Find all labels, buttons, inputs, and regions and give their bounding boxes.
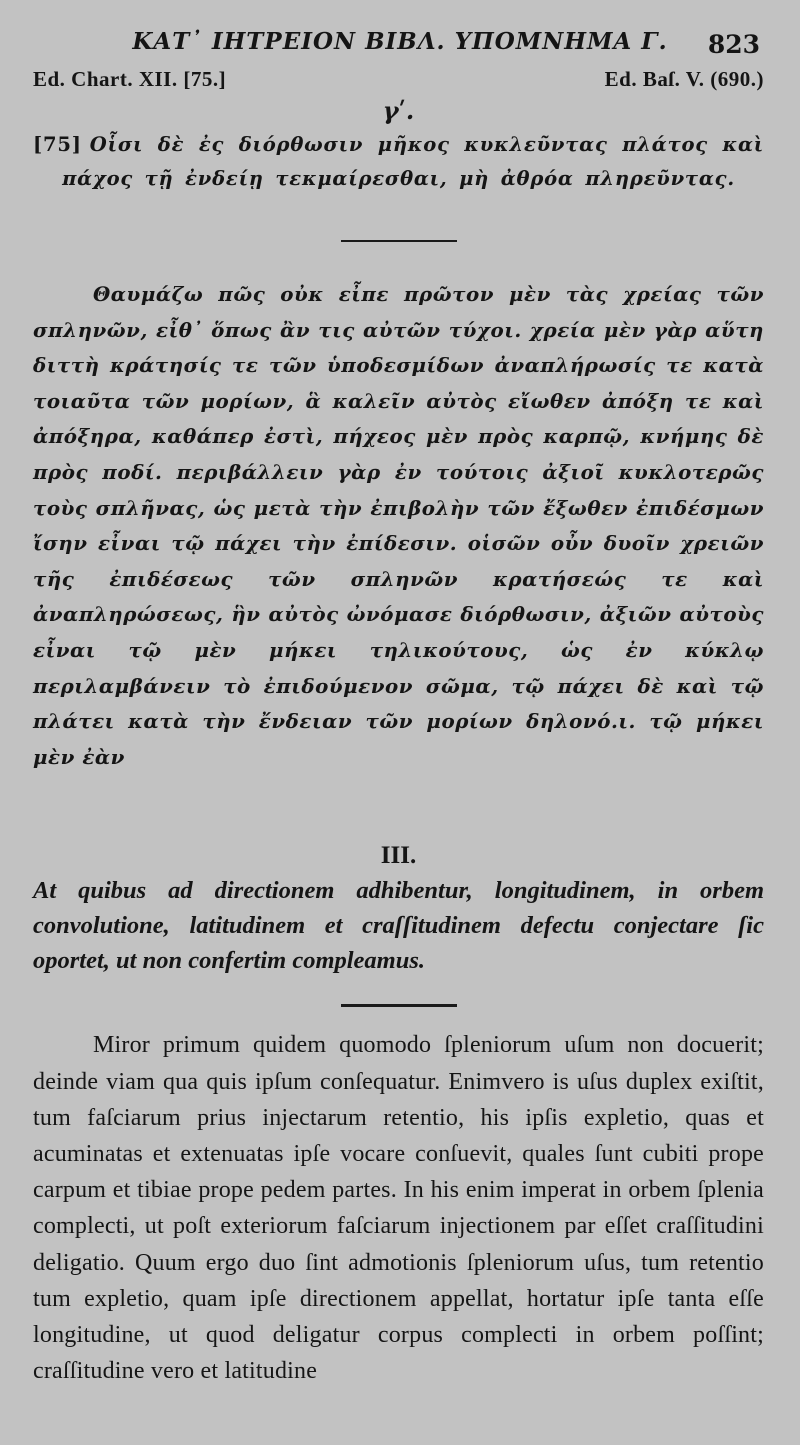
greek-commentary: Θαυμάζω πῶς οὐκ εἶπε πρῶτον μὲν τὰς χρείας τῶν σπληνῶν, εἶθ᾿ ὅπως ἂν τις αὐτῶν τύχοι. χρεία μὲν γὰρ αὕτη διττὴ κράτησίς τε τῶν ὑποδεσμίδων ἀναπλήρωσίς τε κατὰ τοιαῦτα τῶν μορίων, ἃ καλεῖν αὐτὸς εἴωθεν ἀπόξη τε καὶ ἀπόξηρα, καθάπερ ἐστὶ, πήχεος μὲν πρὸς καρπῷ, κνήμης δὲ πρὸς ποδί. περιβάλλειν γὰρ ἐν τούτοις ἀξιοῖ κυκλοτερῶς τοὺς σπλῆνας, ὡς μετὰ τὴν ἐπιβολὴν τῶν ἔξωθεν ἐπιδέσμων ἴσην εἶναι τῷ πάχει τὴν ἐπίδεσιν. οἱσῶν οὖν δυοῖν χρειῶν τῆς ἐπιδέσεως τῶν σπληνῶν κρατήσεώς τε καὶ ἀναπληρώσεως, ἣν αὐτὸς ὠνόμασε διόρθωσιν, ἀξιῶν αὐτοὺς εἶναι τῷ μὲν μήκει τηλικούτους, ὡς ἐν κύκλῳ περιλαμβάνειν τὸ ἐπιδούμενον σῶμα, τῷ πάχει δὲ καὶ τῷ πλάτει κατὰ τὴν ἔνδειαν τῶν μορίων δηλονό.ι. τῷ μήκει μὲν ἐὰν [33, 282, 764, 769]
greek-lemma-text: Οἷσι δὲ ἐς διόρθωσιν μῆκος κυκλεῦντας πλάτος καὶ πάχος τῇ ἐνδείῃ τεκμαίρεσθαι, μὴ ἀθρόα πληρεῦντας. [62, 133, 764, 190]
edition-references [33, 62, 764, 96]
greek-lemma-number: [75] [33, 133, 82, 156]
edition-chartier: Ed. Chart. XII. [75.] [33, 67, 227, 91]
greek-section-mark: γʹ. [382, 96, 415, 125]
latin-section-number: III. [380, 842, 417, 870]
edition-basel: Ed. Baſ. V. (690.) [604, 67, 764, 91]
running-head [33, 0, 764, 58]
separator-rule-latin [341, 1004, 457, 1007]
latin-commentary: Miror primum quidem quomodo ſpleniorum uſum non docuerit; deinde viam qua quis ipſum conſequatur. Enimvero is uſus duplex exiſtit, tum faſciarum prius injectarum retentio, his ipſis expletio, quas et acuminatas et extenuatas ipſe vocare conſuevit, quales ſunt cubiti prope carpum et tibiae prope pedem partes. In his enim imperat in orbem ſplenia complecti, ut poſt exteriorum faſciarum injectionem par eſſet craſſitudini deligatio. Quum ergo duo ſint admotionis ſpleniorum uſus, tum retentio tum expletio, quam ipſe directionem appellat, hortatur ipſe tanta eſſe longitudine, ut quod deligatur corpus complecti in orbem poſſint; craſſitudine vero et latitudine [33, 1032, 764, 1385]
running-title: ΚΑΤ᾿ ΙΗΤΡΕΙΟΝ ΒΙΒΛ. ΥΠΟΜΝΗΜΑ Γ. [132, 28, 668, 55]
latin-lemma: At quibus ad directionem adhibentur, longitudinem, in orbem convolutione, latitudinem et craſſitudinem defectu conjectare ſic oportet, ut non confertim compleamus. [33, 877, 764, 975]
greek-lemma [33, 128, 764, 196]
page-number: 823 [707, 30, 760, 59]
separator-rule [341, 240, 457, 242]
